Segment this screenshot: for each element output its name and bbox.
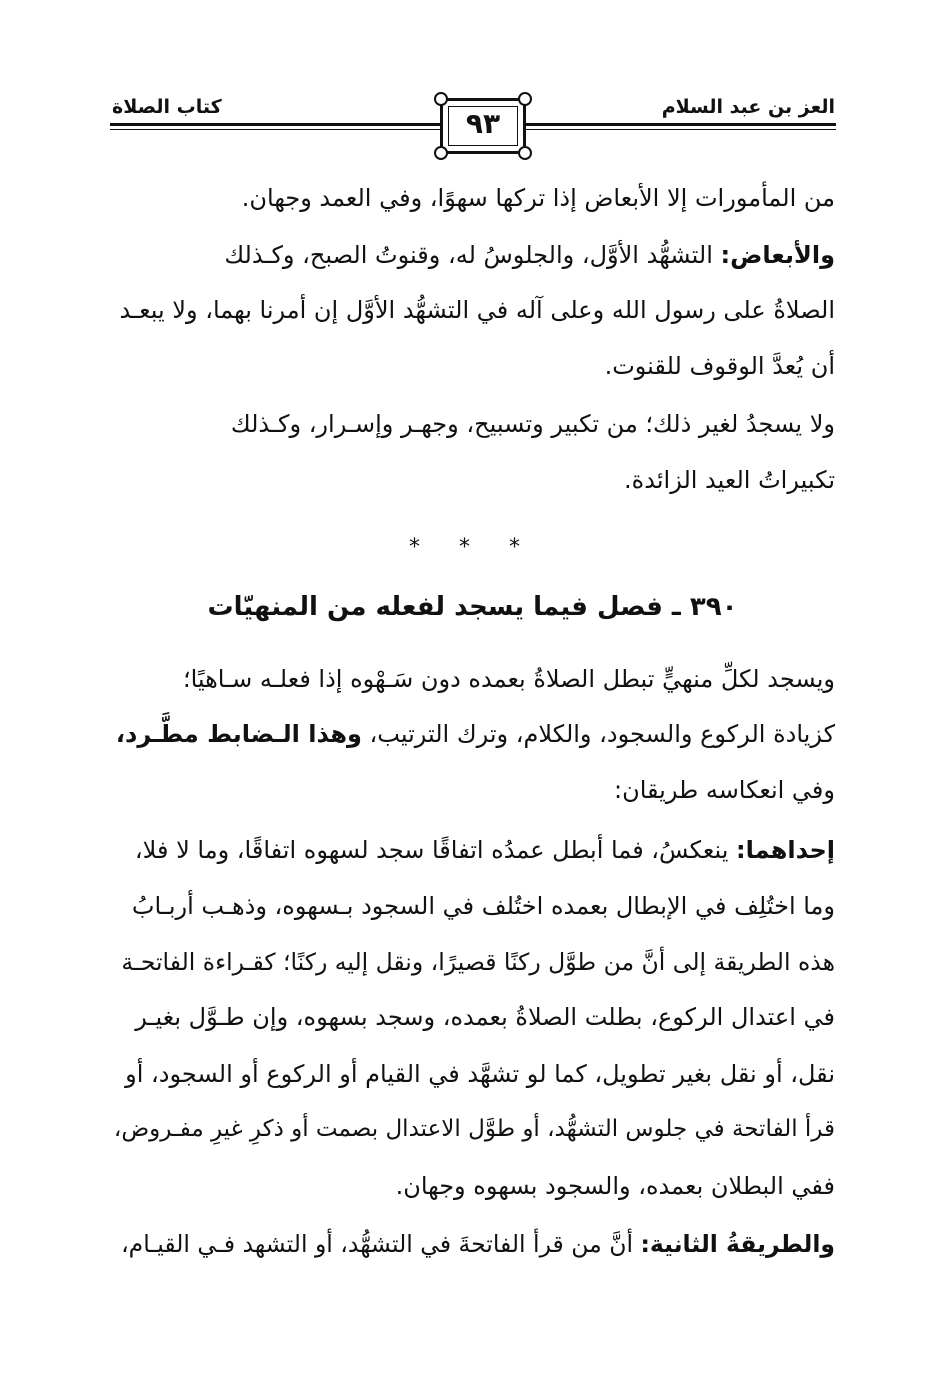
- text-line: من المأمورات إلا الأبعاض إذا تركها سهوًا، وفي العمد وجهان.: [241, 184, 835, 212]
- text-line: هذه الطريقة إلى أنَّ من طوَّل ركنًا قصيرًا، ونقل إليه ركنًا؛ كقـراءة الفاتحـة: [121, 948, 835, 976]
- bold-emphasis: وهذا الـضابط مطَّـرد،: [115, 720, 362, 748]
- running-head-author: العز بن عبد السلام: [661, 96, 835, 118]
- page-number: ٩٣: [465, 107, 501, 140]
- text-span: أنَّ من قرأ الفاتحةَ في التشهُّد، أو التشهد فـي القيـام،: [121, 1230, 641, 1258]
- text-line: ولا يسجدُ لغير ذلك؛ من تكبير وتسبيح، وجهـر وإسـرار، وكـذلك: [230, 410, 835, 438]
- text-span: كزيادة الركوع والسجود، والكلام، وترك الترتيب،: [361, 720, 835, 748]
- text-line: ويسجد لكلِّ منهيٍّ تبطل الصلاةُ بعمده دون سَـهْوه إذا فعلـه سـاهيًا؛: [182, 665, 835, 693]
- frame-ornament: [434, 146, 448, 160]
- text-line: وفي انعكاسه طريقان:: [614, 776, 835, 804]
- text-line: [121, 1230, 835, 1258]
- text-line: ففي البطلان بعمده، والسجود بسهوه وجهان.: [395, 1172, 835, 1200]
- page-number-frame: [440, 98, 526, 154]
- frame-ornament: [518, 146, 532, 160]
- text-line: [116, 720, 835, 748]
- text-line: [224, 241, 835, 269]
- term-label: إحداهما:: [736, 836, 835, 864]
- text-line: [135, 836, 835, 864]
- term-label: والطريقةُ الثانية:: [640, 1230, 835, 1258]
- text-line: نقل، أو نقل بغير تطويل، كما لو تشهَّد في القيام أو الركوع أو السجود، أو: [125, 1060, 835, 1088]
- running-head-section: كتاب الصلاة: [112, 96, 222, 118]
- text-line: قرأ الفاتحة في جلوس التشهُّد، أو طوَّل الاعتدال بصمت أو ذكرِ غيرِ مفـروض،: [113, 1116, 835, 1142]
- frame-ornament: [518, 92, 532, 106]
- term-label: والأبعاض:: [720, 241, 835, 269]
- text-line: الصلاةُ على رسول الله وعلى آله في التشهُّد الأوَّل إن أمرنا بهما، ولا يبعـد: [119, 296, 835, 324]
- header-rule-right: [526, 123, 836, 126]
- header-rule-left-thin: [110, 129, 440, 130]
- text-line: وما اختُلِف في الإبطال بعمده اختُلف في السجود بـسهوه، وذهـب أربـابُ: [131, 892, 835, 920]
- text-span: التشهُّد الأوَّل، والجلوسُ له، وقنوتُ الصبح، وكـذلك: [224, 241, 721, 269]
- section-separator: * * *: [409, 535, 536, 560]
- frame-ornament: [434, 92, 448, 106]
- section-heading: ٣٩٠ ـ فصل فيما يسجد لفعله من المنهيّات: [207, 592, 738, 622]
- header-rule-right-thin: [526, 129, 836, 130]
- page-header: [0, 0, 945, 170]
- text-line: أن يُعدَّ الوقوف للقنوت.: [604, 352, 835, 380]
- text-line: تكبيراتُ العيد الزائدة.: [624, 466, 835, 494]
- header-rule-left: [110, 123, 440, 126]
- text-line: في اعتدال الركوع، بطلت الصلاةُ بعمده، وسجد بسهوه، وإن طـوَّل بغيـر: [135, 1003, 835, 1031]
- text-span: ينعكسُ، فما أبطل عمدُه اتفاقًا سجد لسهوه اتفاقًا، وما لا فلا،: [134, 836, 737, 864]
